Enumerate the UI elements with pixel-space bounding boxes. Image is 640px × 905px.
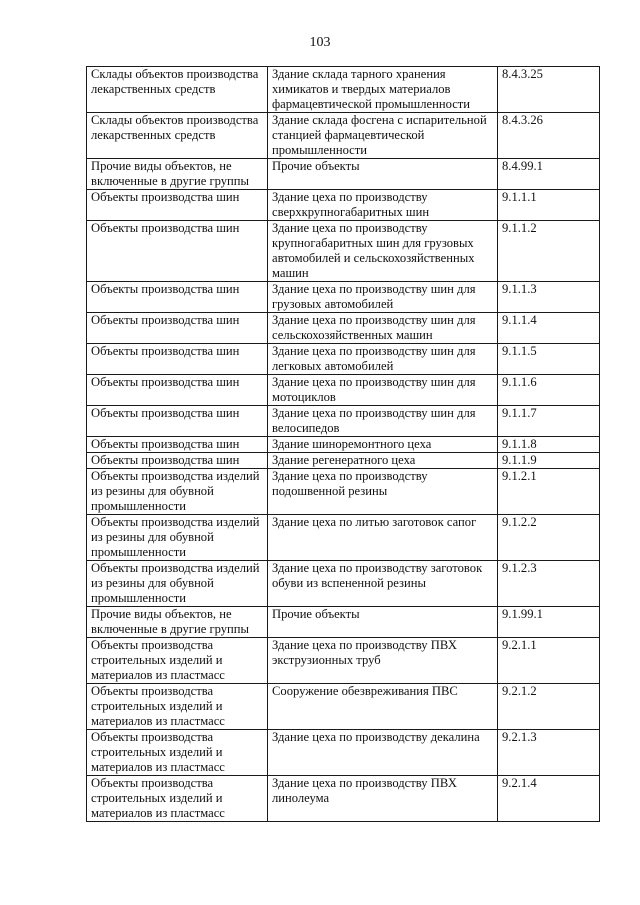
object-code-cell: 9.1.2.1 (498, 469, 600, 515)
object-name-cell: Здание цеха по производству подошвенной резины (268, 469, 498, 515)
table-row (87, 221, 600, 282)
table-row (87, 344, 600, 375)
object-code-cell: 9.1.99.1 (498, 607, 600, 638)
object-name-cell: Здание цеха по производству декалина (268, 730, 498, 776)
object-group-cell: Прочие виды объектов, не включенные в другие группы (87, 159, 268, 190)
object-group-cell: Объекты производства шин (87, 406, 268, 437)
object-name-cell: Здание цеха по производству ПВХ экструзионных труб (268, 638, 498, 684)
object-code-cell: 9.1.2.2 (498, 515, 600, 561)
object-group-cell: Объекты производства шин (87, 344, 268, 375)
object-name-cell: Сооружение обезвреживания ПВС (268, 684, 498, 730)
object-name-cell: Прочие объекты (268, 607, 498, 638)
table-row (87, 282, 600, 313)
object-name-cell: Здание склада фосгена с испарительной станцией фармацевтической промышленности (268, 113, 498, 159)
object-name-cell: Здание цеха по производству заготовок обуви из вспененной резины (268, 561, 498, 607)
table-row (87, 684, 600, 730)
object-code-cell: 8.4.99.1 (498, 159, 600, 190)
object-name-cell: Здание цеха по производству шин для мотоциклов (268, 375, 498, 406)
object-name-cell: Здание шиноремонтного цеха (268, 437, 498, 453)
table-row (87, 469, 600, 515)
table-row (87, 313, 600, 344)
object-group-cell: Объекты производства строительных изделий и материалов из пластмасс (87, 776, 268, 822)
object-group-cell: Объекты производства изделий из резины для обувной промышленности (87, 469, 268, 515)
table-row (87, 406, 600, 437)
table-row (87, 453, 600, 469)
object-name-cell: Здание цеха по производству сверхкрупногабаритных шин (268, 190, 498, 221)
object-code-cell: 9.1.1.7 (498, 406, 600, 437)
table-row (87, 113, 600, 159)
page-number: 103 (309, 35, 331, 50)
table-row (87, 515, 600, 561)
object-name-cell: Здание склада тарного хранения химикатов и твердых материалов фармацевтической промышленности (268, 67, 498, 113)
object-name-cell: Здание регенератного цеха (268, 453, 498, 469)
object-code-cell: 9.2.1.3 (498, 730, 600, 776)
object-code-cell: 9.1.1.6 (498, 375, 600, 406)
object-group-cell: Объекты производства изделий из резины для обувной промышленности (87, 515, 268, 561)
object-group-cell: Объекты производства шин (87, 437, 268, 453)
object-code-cell: 9.2.1.4 (498, 776, 600, 822)
table-body (87, 67, 600, 822)
object-code-cell: 9.1.2.3 (498, 561, 600, 607)
object-group-cell: Объекты производства шин (87, 453, 268, 469)
table-row (87, 190, 600, 221)
object-code-cell: 9.1.1.3 (498, 282, 600, 313)
object-group-cell: Объекты производства шин (87, 190, 268, 221)
table-row (87, 159, 600, 190)
table-row (87, 638, 600, 684)
object-name-cell: Здание цеха по производству шин для легковых автомобилей (268, 344, 498, 375)
object-code-cell: 9.1.1.2 (498, 221, 600, 282)
table-row (87, 67, 600, 113)
object-name-cell: Здание цеха по производству шин для велосипедов (268, 406, 498, 437)
object-group-cell: Объекты производства строительных изделий и материалов из пластмасс (87, 684, 268, 730)
objects-table (86, 66, 600, 822)
object-name-cell: Здание цеха по литью заготовок сапог (268, 515, 498, 561)
object-name-cell: Прочие объекты (268, 159, 498, 190)
table-row (87, 607, 600, 638)
table-row (87, 375, 600, 406)
object-group-cell: Объекты производства шин (87, 221, 268, 282)
object-code-cell: 8.4.3.25 (498, 67, 600, 113)
object-code-cell: 9.2.1.2 (498, 684, 600, 730)
object-group-cell: Склады объектов производства лекарственных средств (87, 67, 268, 113)
object-code-cell: 8.4.3.26 (498, 113, 600, 159)
object-name-cell: Здание цеха по производству шин для грузовых автомобилей (268, 282, 498, 313)
table-row (87, 561, 600, 607)
object-group-cell: Прочие виды объектов, не включенные в другие группы (87, 607, 268, 638)
object-group-cell: Склады объектов производства лекарственных средств (87, 113, 268, 159)
object-group-cell: Объекты производства строительных изделий и материалов из пластмасс (87, 638, 268, 684)
object-code-cell: 9.1.1.1 (498, 190, 600, 221)
object-code-cell: 9.1.1.9 (498, 453, 600, 469)
table-row (87, 730, 600, 776)
table-row (87, 776, 600, 822)
object-group-cell: Объекты производства шин (87, 375, 268, 406)
object-name-cell: Здание цеха по производству крупногабаритных шин для грузовых автомобилей и сельскохозяйственных машин (268, 221, 498, 282)
object-code-cell: 9.1.1.4 (498, 313, 600, 344)
object-code-cell: 9.1.1.5 (498, 344, 600, 375)
object-code-cell: 9.1.1.8 (498, 437, 600, 453)
table-row (87, 437, 600, 453)
object-group-cell: Объекты производства строительных изделий и материалов из пластмасс (87, 730, 268, 776)
object-name-cell: Здание цеха по производству шин для сельскохозяйственных машин (268, 313, 498, 344)
object-group-cell: Объекты производства шин (87, 313, 268, 344)
object-name-cell: Здание цеха по производству ПВХ линолеума (268, 776, 498, 822)
object-group-cell: Объекты производства шин (87, 282, 268, 313)
object-code-cell: 9.2.1.1 (498, 638, 600, 684)
object-group-cell: Объекты производства изделий из резины для обувной промышленности (87, 561, 268, 607)
